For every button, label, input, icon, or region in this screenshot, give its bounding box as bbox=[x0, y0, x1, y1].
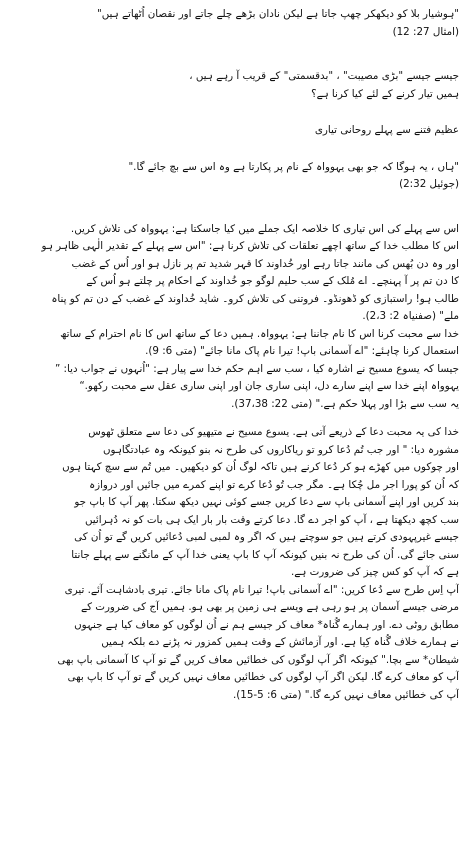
paragraph-line: یہوواہ اپنے خدا سے اپنے سارے دل، اپنی ساری جان اور اپنی ساری عقل سے محبت رکھو.“ bbox=[79, 380, 459, 392]
paragraph-line: یہ سب سے بڑا اور پہلا حکم ہے." (متی 22: 37،38). bbox=[231, 397, 459, 410]
proverbs-quote bbox=[4, 6, 459, 41]
paragraph-line: سب کچھ دیکھتا ہے ، آپ کو اجر دے گا. دعا کرتے وقت بار بار ایک ہی بات کو نہ دُہرائیں bbox=[84, 513, 459, 526]
paragraph-line: اس سے پہلے کی اس تیاری کا خلاصہ ایک جملے میں کیا جاسکتا ہے: یہوواہ کی تلاش کریں. bbox=[70, 222, 459, 235]
paragraph-line: ہمیں تیار کرنے کے لئے کیا کرنا ہے؟ bbox=[311, 87, 459, 100]
paragraph-line: جیسا کہ یسوع مسیح نے اشارہ کیا ، سب سے اہم حکم خدا سے پیار ہے: "اُنہوں نے جواب دیا: ” bbox=[54, 362, 459, 375]
quote-reference: (جوئیل 2:32) bbox=[399, 178, 459, 190]
prayer-paragraph bbox=[4, 424, 459, 704]
paragraph-line: شیطان* سے بچا." کیونکہ اگر آپ لوگوں کی خطائیں معاف کریں گے تو آپ کا آسمانی باپ بھی bbox=[57, 653, 459, 666]
paragraph-line: نے ہمارے خلاف گُناہ کِیا ہے. اور آزمائش کے وقت ہمیں کمزور نہ پڑنے دے بلکہ ہمیں bbox=[101, 636, 459, 648]
paragraph-line: بند کریں اور اپنے آسمانی باپ سے دعا کریں جسے کوئی نہیں دیکھ سکتا. پھر آپ کا باپ جو bbox=[74, 496, 459, 508]
quote-reference: (امثال 27: 12) bbox=[392, 25, 459, 38]
paragraph-line: آپ کی خطائیں معاف نہیں کرے گا." (متی 6: 5-15). bbox=[232, 688, 459, 701]
quote-line: "ہوشیار بلا کو دیکھکر چھپ جاتا ہے لیکن نادان بڑھے چلے جاتے اور نقصان اُٹھاتے ہیں" bbox=[96, 8, 459, 20]
paragraph-line: ملے" (صفنیاہ 2: 2،3). bbox=[362, 310, 459, 322]
paragraph-line: خدا سے محبت کرنا اس کا نام جاننا ہے: یہوواہ. ہمیں دعا کے ساتھ اس کا نام احترام کے ساتھ bbox=[60, 327, 459, 340]
paragraph-line: آپ اِس طرح سے دُعا کریں: "اے آسمانی باپ! تیرا نام پاک مانا جائے. تیری بادشاہت آئے. تیری bbox=[64, 583, 459, 596]
paragraph-line: آپ کو معاف کرے گا. لیکن اگر آپ لوگوں کی خطائیں معاف نہیں کریں گے تو آپ کا باپ بھی bbox=[67, 671, 459, 683]
paragraph-line: استعمال کرنا چاہئے: "اے آسمانی باپ! تیرا نام پاک مانا جائے" (متی 6: 9). bbox=[145, 345, 459, 357]
paragraph-line: مشورہ دیا: " اور جب تُم دُعا کرو تو ریاکاروں کی طرح نہ بنو کیونکہ وہ عبادتگاہوں bbox=[102, 443, 459, 456]
paragraph-line: مرضی جیسے آسمان پر ہو رہی ہے ویسے ہی زمین پر بھی ہو. ہمیں آج کی ضرورت کے bbox=[81, 601, 459, 613]
paragraph-line: طالب ہو! راستبازی کو ڈھونڈو۔ فروتنی کی تلاش کرو۔ شاید خُداوند کے غضب کے دن تم کو پناہ bbox=[51, 292, 459, 305]
paragraph-line: جیسے جیسے "بڑی مصیبت" ، "بدقسمتی" کے قریب آ رہے ہیں ، bbox=[189, 70, 459, 82]
quote-line: "ہاں ، یہ ہوگا کہ جو بھی یہوواہ کے نام پر پکارتا ہے وہ اس سے بچ جائے گا." bbox=[128, 160, 459, 173]
paragraph-line: مطابق روٹی دے. اور ہمارے گُناہ* معاف کر جیسے ہم نے اُن لوگوں کو معاف کیا ہے جنہوں bbox=[74, 618, 459, 631]
paragraph-line: کا دن تم پر آ پہنچے۔ اے مُلک کے سب حلیم لوگو جو خُداوند کے احکام پر چلتے ہو اُس کے bbox=[86, 275, 459, 287]
paragraph-line: اور وہ دن بُھس کی مانند جاتا رہے اور خُداوند کا قہر شدید تم پر نازل ہو اور اُس کے غضب bbox=[71, 257, 459, 270]
joel-quote bbox=[4, 159, 459, 194]
paragraph-line: جیسے غیرپہودی کرتے ہیں جو سوچتے ہیں کہ اگر وہ لمبی لمبی دُعائیں کریں گے تو اُن کی bbox=[74, 531, 459, 543]
paragraph-line: اور چوکوں میں کھڑے ہو کر دُعا کرنے ہیں تاکہ لوگ اُن کو دیکھیں۔ میں تُم سے سچ کہتا ہوں bbox=[62, 461, 459, 473]
paragraph-line: خدا کی یہ محبت دعا کے ذریعے آتی ہے. یسوع مسیح نے متیھیو کی دعا سے متعلق ٹھوس bbox=[88, 426, 459, 438]
heading-text: عظیم فتنے سے پہلے روحانی تیاری bbox=[314, 124, 459, 136]
paragraph-line: سنی جائے گی. اُن کی طرح نہ بنیں کیونکہ آپ کا باپ یعنی خدا آپ کے مانگنے سے پہلے جانتا bbox=[71, 548, 459, 561]
seek-jehovah-paragraph bbox=[4, 221, 459, 414]
paragraph-line: ہے کہ آپ کو کس چیز کی ضرورت ہے. bbox=[290, 566, 459, 578]
paragraph-line: اس کا مطلب خدا کے ساتھ اچھے تعلقات کی تلاش کرنا ہے: "اس سے پہلے کے تقدیر الٰہی ظاہر ہو bbox=[41, 240, 459, 252]
intro-question bbox=[4, 68, 459, 103]
paragraph-line: کہ اُن کو پورا اجر مل چُکا ہے۔ مگر جب تُو دُعا کرے تو اپنے کمرے میں جائیں اور دروازہ bbox=[89, 478, 459, 491]
section-heading bbox=[4, 122, 459, 140]
